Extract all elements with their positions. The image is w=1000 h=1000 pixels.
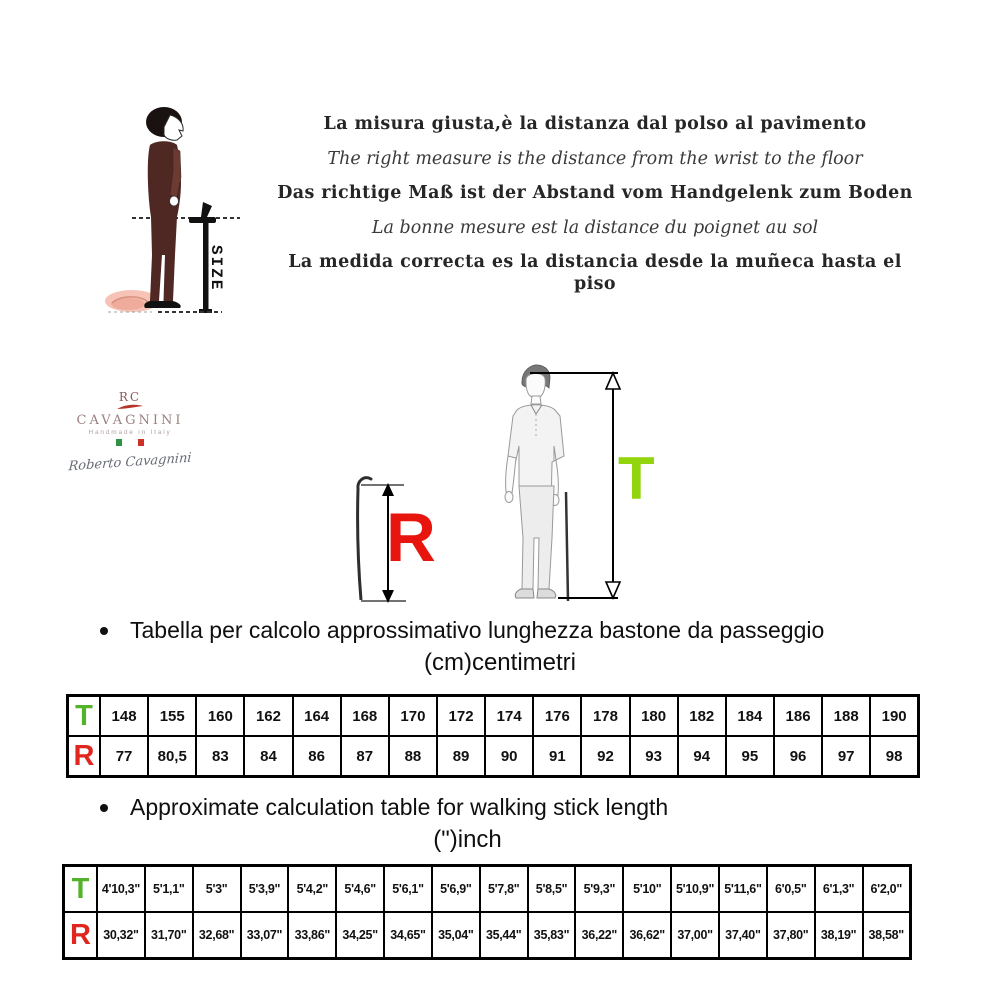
value-cell: 91: [533, 736, 581, 777]
value-cell: 5'4,6": [336, 866, 384, 913]
italy-flag-icon: [55, 439, 205, 446]
value-cell: 34,65": [384, 912, 432, 959]
value-cell: 160: [196, 696, 244, 737]
logo-signature: Roberto Cavagnini: [68, 450, 192, 475]
value-cell: 5'11,6": [719, 866, 767, 913]
cm-table: [66, 694, 920, 778]
t-measure-label: T: [618, 445, 655, 512]
value-cell: 77: [100, 736, 148, 777]
value-cell: 6'0,5": [767, 866, 815, 913]
value-cell: 5'10,9": [671, 866, 719, 913]
sketched-person: [505, 365, 564, 598]
value-cell: 5'3": [193, 866, 241, 913]
logo-name: CAVAGNINI: [76, 413, 184, 428]
value-cell: 95: [726, 736, 774, 777]
value-cell: 86: [293, 736, 341, 777]
intro-line-1: The right measure is the distance from the wrist to the floor: [327, 148, 863, 169]
value-cell: 38,58": [863, 912, 911, 959]
value-cell: 97: [822, 736, 870, 777]
row-label-r: R: [64, 912, 98, 959]
value-cell: 88: [389, 736, 437, 777]
value-cell: 98: [870, 736, 918, 777]
flag-white-square: [127, 439, 133, 446]
row-label-r: R: [68, 736, 101, 777]
brand-logo: [55, 390, 205, 475]
value-cell: 84: [244, 736, 292, 777]
value-cell: 32,68": [193, 912, 241, 959]
value-cell: 80,5: [148, 736, 196, 777]
value-cell: 162: [244, 696, 292, 737]
value-cell: 172: [437, 696, 485, 737]
logo-swoosh-icon: [115, 403, 145, 411]
value-cell: 5'10": [623, 866, 671, 913]
person-silhouette: [144, 107, 183, 308]
value-cell: 178: [581, 696, 629, 737]
value-cell: 5'9,3": [575, 866, 623, 913]
bullet-icon: [100, 804, 108, 812]
value-cell: 89: [437, 736, 485, 777]
intro-line-3: La bonne mesure est la distance du poignet au sol: [371, 217, 819, 238]
wrist-measure-illustration: [100, 105, 250, 320]
value-cell: 186: [774, 696, 822, 737]
value-cell: 155: [148, 696, 196, 737]
value-cell: 31,70": [145, 912, 193, 959]
value-cell: 148: [100, 696, 148, 737]
value-cell: 5'8,5": [528, 866, 576, 913]
value-cell: 37,40": [719, 912, 767, 959]
value-cell: 36,62": [623, 912, 671, 959]
inch-heading-text: Approximate calculation table for walking stick length: [130, 794, 669, 820]
value-cell: 35,04": [432, 912, 480, 959]
value-cell: 5'7,8": [480, 866, 528, 913]
value-cell: 164: [293, 696, 341, 737]
value-cell: 30,32": [97, 912, 145, 959]
flag-green-square: [116, 439, 122, 446]
intro-line-4: La medida correcta es la distancia desde la muñeca hasta el piso: [288, 252, 902, 294]
row-label-t: T: [68, 696, 101, 737]
value-cell: 4'10,3": [97, 866, 145, 913]
table-row-t: [64, 866, 911, 913]
cm-unit-label: (cm)centimetri: [423, 649, 576, 676]
value-cell: 94: [678, 736, 726, 777]
intro-line-0: La misura giusta,è la distanza dal polso al pavimento: [323, 114, 867, 134]
logo-tagline: Handmade in Italy: [88, 429, 172, 436]
value-cell: 35,83": [528, 912, 576, 959]
value-cell: 37,00": [671, 912, 719, 959]
intro-text: [270, 114, 920, 295]
inch-unit-label: (")inch: [433, 826, 502, 853]
value-cell: 170: [389, 696, 437, 737]
value-cell: 168: [341, 696, 389, 737]
value-cell: 87: [341, 736, 389, 777]
row-label-t: T: [64, 866, 98, 913]
value-cell: 5'3,9": [241, 866, 289, 913]
value-cell: 174: [485, 696, 533, 737]
value-cell: 6'1,3": [815, 866, 863, 913]
value-cell: 36,22": [575, 912, 623, 959]
hand-cane-icon: [566, 492, 568, 601]
r-measure-label: R: [386, 499, 436, 576]
table-row-r: [64, 912, 911, 959]
value-cell: 83: [196, 736, 244, 777]
inch-section-heading: [100, 794, 668, 821]
value-cell: 182: [678, 696, 726, 737]
cm-heading-text: Tabella per calcolo approssimativo lunghezza bastone da passeggio: [130, 617, 825, 643]
value-cell: 180: [630, 696, 678, 737]
value-cell: 35,44": [480, 912, 528, 959]
size-vertical-label: SIZE: [207, 245, 225, 292]
value-cell: 33,86": [288, 912, 336, 959]
value-cell: 93: [630, 736, 678, 777]
flag-red-square: [138, 439, 144, 446]
value-cell: 5'6,1": [384, 866, 432, 913]
value-cell: 34,25": [336, 912, 384, 959]
value-cell: 5'4,2": [288, 866, 336, 913]
value-cell: 184: [726, 696, 774, 737]
intro-line-2: Das richtige Maß ist der Abstand vom Handgelenk zum Boden: [277, 183, 913, 203]
value-cell: 188: [822, 696, 870, 737]
value-cell: 33,07": [241, 912, 289, 959]
value-cell: 6'2,0": [863, 866, 911, 913]
value-cell: 190: [870, 696, 918, 737]
value-cell: 90: [485, 736, 533, 777]
table-row-t: [68, 696, 919, 737]
value-cell: 176: [533, 696, 581, 737]
value-cell: 96: [774, 736, 822, 777]
value-cell: 38,19": [815, 912, 863, 959]
value-cell: 92: [581, 736, 629, 777]
logo-initials: RC: [118, 390, 142, 404]
bullet-icon: [100, 627, 108, 635]
table-row-r: [68, 736, 919, 777]
inch-table: [62, 864, 912, 960]
cm-section-heading: [100, 617, 824, 644]
value-cell: 37,80": [767, 912, 815, 959]
value-cell: 5'6,9": [432, 866, 480, 913]
value-cell: 5'1,1": [145, 866, 193, 913]
